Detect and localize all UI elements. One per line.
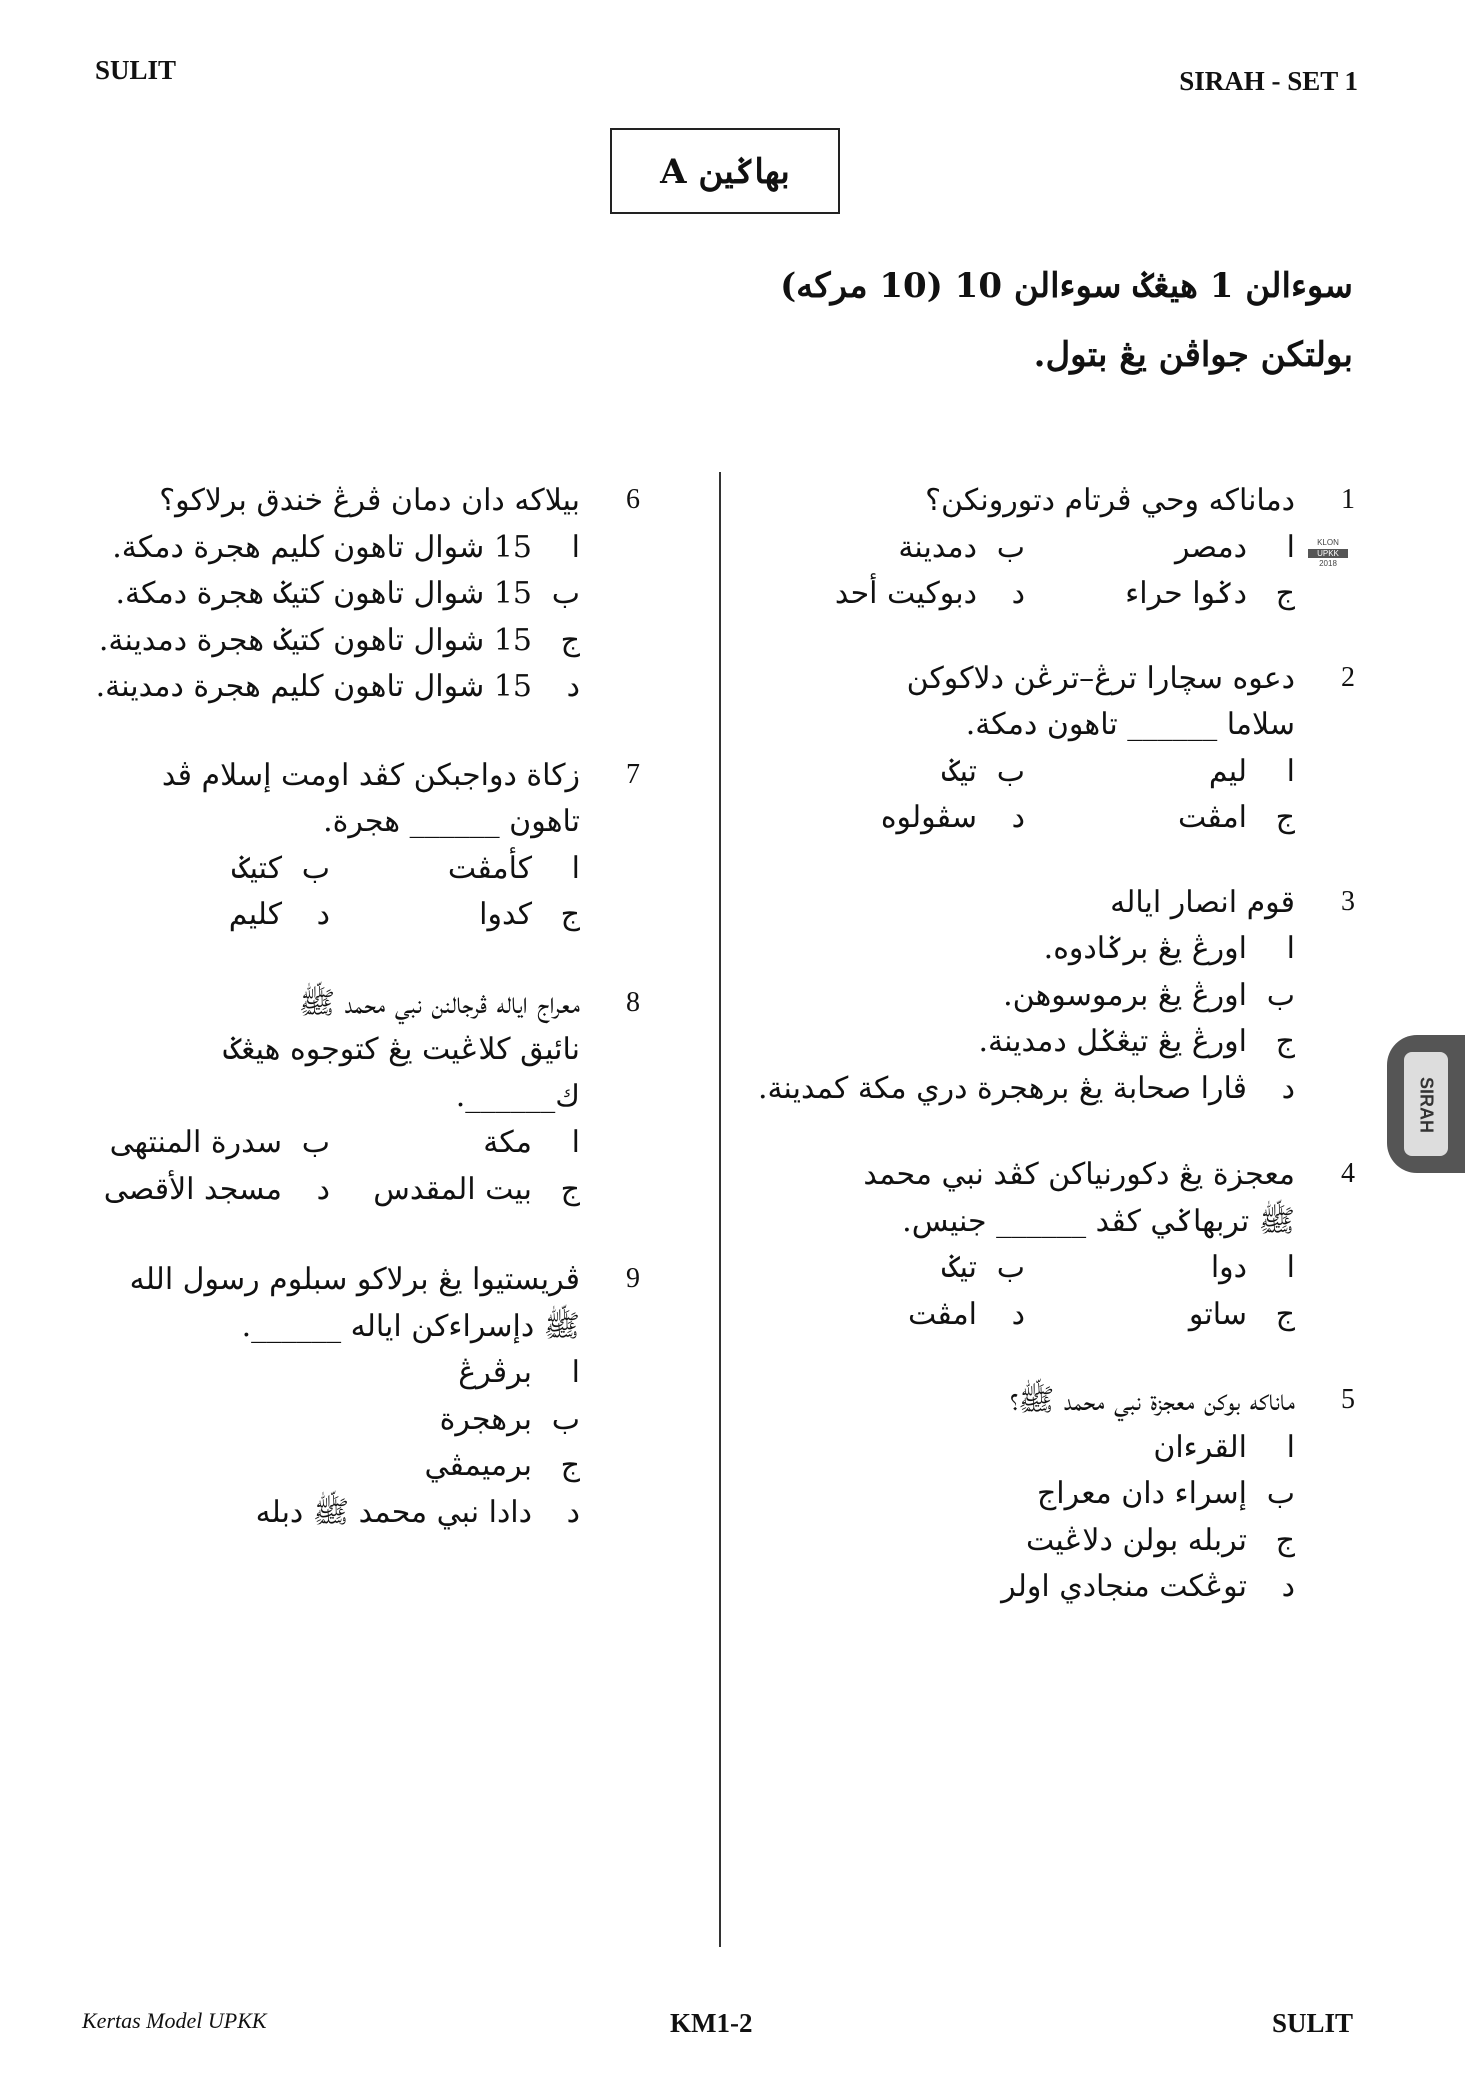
option-letter: ب: [551, 576, 580, 611]
option: [715, 1019, 1295, 1066]
option-row: [715, 795, 1295, 842]
section-title-box: [610, 128, 840, 214]
question-number: 6: [626, 484, 640, 515]
option-text: 15 شوال تاهون كليم هجرة دمكة.: [112, 529, 532, 565]
option-letter: ج: [560, 622, 580, 658]
option-row: [80, 1120, 580, 1167]
option-text: تيݢ: [942, 753, 977, 789]
option-text: 15 شوال تاهون كليم هجرة دمدينة.: [95, 669, 532, 704]
instruction-line-2: بولتكن جواڤن يڠ بتول.: [1033, 335, 1353, 375]
option-text: كتيݢ: [232, 850, 282, 886]
option: [715, 1564, 1295, 1611]
option: [1025, 571, 1295, 618]
option: [80, 1443, 580, 1490]
option-text: سڤولوه: [880, 800, 977, 835]
option-letter: ج: [560, 1448, 580, 1483]
option: [755, 795, 1025, 842]
option-text: اورڠ يڠ برݢادوه.: [1043, 931, 1247, 966]
option: [330, 892, 580, 939]
option: [755, 571, 1025, 618]
option: [80, 1120, 330, 1167]
option-text: تربله بولن دلاڠيت: [1025, 1522, 1247, 1558]
header-right-label: SIRAH - SET 1: [1179, 66, 1358, 96]
option-text: برميمڤي: [424, 1448, 532, 1483]
option-letter: ب: [301, 1125, 330, 1160]
option-text: امڤت: [907, 1296, 977, 1332]
option-letter: د: [566, 669, 580, 704]
badge-line-3: 2018: [1319, 559, 1337, 569]
option-text: مكة: [483, 1125, 532, 1160]
option-text: كأمڤت: [447, 850, 532, 886]
option: [755, 1245, 1025, 1292]
question-column-right: [715, 478, 1355, 1611]
option-text: القرءان: [1153, 1429, 1247, 1465]
header-left-label: SULIT: [95, 55, 177, 85]
footer-right: SULIT: [1271, 2008, 1353, 2038]
option-row: [715, 525, 1295, 572]
footer-page-code: KM1-2: [670, 2008, 753, 2038]
question-stem-line: معراج اياله ڤرجالنن نبي محمد ﷺ: [298, 985, 580, 1021]
option-text: اورڠ يڠ تيڠݢل دمدينة.: [978, 1024, 1247, 1059]
option-text: 15 شوال تاهون كتيݢ هجرة دمكة.: [115, 576, 532, 611]
question-column-left: [80, 478, 640, 1536]
question-item: [80, 1257, 640, 1536]
option-row: [80, 1167, 580, 1214]
badge-line-1: KLON: [1317, 538, 1339, 547]
option-text: دمصر: [1175, 529, 1247, 565]
option-letter: د: [316, 897, 330, 932]
question-stem-line: بيلاكه دان دمان ڤرڠ خندق برلاكو؟: [159, 483, 580, 518]
option-text: سدرة المنتهى: [109, 1125, 282, 1160]
option-row: [715, 1245, 1295, 1292]
option-text: كليم: [228, 897, 282, 932]
question-number: 1: [1341, 484, 1355, 515]
option-text: كدوا: [479, 897, 532, 932]
option-letter: ب: [996, 529, 1025, 565]
option: [80, 892, 330, 939]
option-text: بيت المقدس: [373, 1171, 532, 1207]
option-row: [715, 749, 1295, 796]
option-text: دوا: [1210, 1250, 1247, 1285]
option-letter: ج: [560, 1171, 580, 1207]
question-item: [715, 478, 1355, 618]
option-text: 15 شوال تاهون كتيݢ هجرة دمدينة.: [98, 622, 532, 658]
option: [80, 846, 330, 893]
option-letter: د: [1011, 576, 1025, 611]
option-letter: ب: [1266, 1476, 1295, 1511]
question-number: 9: [626, 1263, 640, 1294]
option-letter: ب: [996, 1250, 1025, 1285]
question-number: 7: [626, 758, 640, 790]
option: [755, 1292, 1025, 1339]
option: [330, 846, 580, 893]
option: [80, 618, 580, 665]
question-stem-line: ك______.: [455, 1078, 580, 1114]
option: [330, 1167, 580, 1214]
option-letter: ا: [571, 529, 580, 565]
question-stem-line: نائيق كلاڠيت يڠ كتوجوه هيڠݢ: [223, 1032, 580, 1067]
badge-line-2: UPKK: [1308, 549, 1348, 559]
option-text: دادا نبي محمد ﷺ دبله: [255, 1494, 532, 1530]
option-text: برڤرڠ: [458, 1355, 532, 1390]
option-text: ڤارا صحابة يڠ برهجرة دري مكة كمدينة.: [757, 1070, 1247, 1106]
option: [715, 973, 1295, 1020]
question-stem-line: دعوه سچارا ترڠ–ترڠن دلاكوكن: [906, 660, 1295, 696]
option-letter: ج: [1275, 1296, 1295, 1332]
question-number: 8: [626, 986, 640, 1018]
option-letter: ج: [1275, 1522, 1295, 1558]
option-row: [715, 571, 1295, 618]
option-letter: ج: [1275, 1024, 1295, 1059]
option-letter: ج: [560, 897, 580, 932]
option: [80, 1167, 330, 1214]
question-item: [80, 753, 640, 939]
question-item: [715, 1378, 1355, 1611]
option-text: تيݢ: [942, 1250, 977, 1285]
option-letter: ب: [1266, 977, 1295, 1013]
sirah-side-tab: [1387, 1035, 1465, 1173]
question-number: 5: [1341, 1384, 1355, 1415]
option-text: اورڠ يڠ برموسوهن.: [1003, 977, 1247, 1013]
question-stem-line: تاهون ______ هجرة.: [323, 804, 580, 839]
question-stem-line: زكاة دواجبكن كڤد اومت إسلام ڤد: [161, 757, 580, 793]
question-stem-line: ﷺ دإسراءكن اياله ______.: [241, 1308, 580, 1344]
option-letter: ا: [1286, 931, 1295, 966]
question-number: 3: [1341, 885, 1355, 917]
option-text: امڤت: [1177, 800, 1247, 835]
question-stem-line: ڤريستيوا يڠ برلاكو سبلوم رسول الله: [129, 1262, 580, 1297]
option: [1025, 795, 1295, 842]
option-letter: ا: [571, 1125, 580, 1160]
side-tab-label: SIRAH: [1416, 1076, 1437, 1134]
option: [715, 1518, 1295, 1565]
question-number: 4: [1341, 1158, 1355, 1189]
option-text: إسراء دان معراج: [1036, 1476, 1247, 1511]
question-stem-line: معجزة يڠ دكورنياكن كڤد نبي محمد: [863, 1157, 1295, 1192]
option-letter: ب: [301, 850, 330, 886]
option-letter: ب: [551, 1401, 580, 1437]
option: [715, 1066, 1295, 1113]
option: [1025, 1292, 1295, 1339]
option-letter: ا: [571, 850, 580, 886]
option-letter: د: [1011, 1296, 1025, 1332]
option-letter: ج: [1275, 800, 1295, 835]
footer-left: Kertas Model UPKK: [82, 2008, 267, 2033]
question-stem-line: ﷺ تربهاݢي كڤد ______ جنيس.: [902, 1203, 1295, 1239]
option: [1025, 525, 1295, 572]
option-letter: د: [566, 1494, 580, 1530]
question-item: [80, 478, 640, 711]
option-letter: ا: [1286, 1250, 1295, 1285]
option-text: دݢوا حراء: [1125, 576, 1247, 611]
option-text: ساتو: [1188, 1296, 1247, 1332]
question-item: [715, 1152, 1355, 1338]
question-number: 2: [1341, 661, 1355, 693]
question-stem-line: سلاما ______ تاهون دمكة.: [965, 707, 1295, 742]
option: [330, 1120, 580, 1167]
option-letter: ا: [1286, 1429, 1295, 1465]
option-row: [715, 1292, 1295, 1339]
option-letter: ا: [1286, 753, 1295, 789]
option-row: [80, 892, 580, 939]
option-text: توڠكت منجادي اولر: [1001, 1569, 1247, 1604]
option: [80, 1350, 580, 1397]
option-letter: د: [1281, 1070, 1295, 1106]
option-text: برهجرة: [439, 1401, 532, 1437]
option: [715, 1425, 1295, 1472]
option-letter: د: [316, 1171, 330, 1207]
option: [80, 525, 580, 572]
option: [80, 664, 580, 711]
option-text: دبوكيت أحد: [834, 576, 977, 611]
option: [80, 1490, 580, 1537]
option-letter: ج: [1275, 576, 1295, 611]
question-item: [715, 880, 1355, 1113]
option: [80, 1397, 580, 1444]
option-letter: ا: [571, 1355, 580, 1390]
option-text: مسجد الأقصى: [103, 1171, 282, 1207]
question-item: [715, 656, 1355, 842]
option-text: دمدينة: [898, 529, 977, 565]
section-title: بهاݢين A: [660, 151, 790, 192]
question-stem-line: قوم انصار اياله: [1110, 884, 1295, 920]
option: [715, 926, 1295, 973]
option-row: [80, 846, 580, 893]
option: [1025, 1245, 1295, 1292]
option-letter: ا: [1286, 529, 1295, 565]
option-letter: د: [1281, 1569, 1295, 1604]
option-letter: د: [1011, 800, 1025, 835]
instruction-line-1: سوءالن 1 هيڠݢ سوءالن 10 (10 مركه): [780, 266, 1353, 306]
option: [755, 749, 1025, 796]
option-text: ليم: [1208, 753, 1247, 789]
question-item: [80, 981, 640, 1214]
option: [755, 525, 1025, 572]
option: [715, 1471, 1295, 1518]
question-stem-line: ماناكه بوكن معجزة نبي محمد ﷺ؟: [1009, 1383, 1295, 1418]
question-stem-line: دماناكه وحي ڤرتام دتورونكن؟: [925, 483, 1295, 518]
option: [1025, 749, 1295, 796]
option: [80, 571, 580, 618]
option-letter: ب: [996, 753, 1025, 789]
